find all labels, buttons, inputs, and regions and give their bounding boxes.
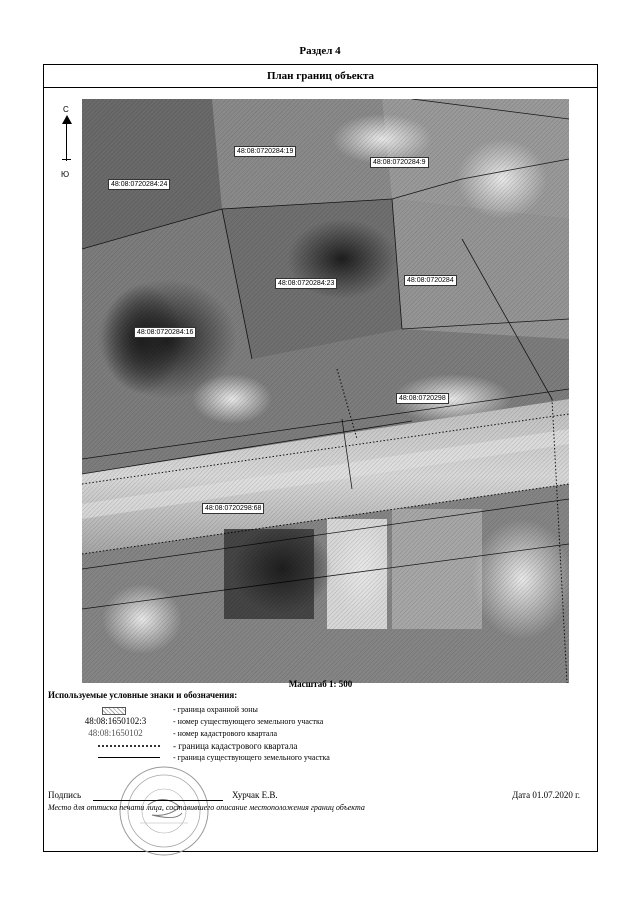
plot-label: 48:08:0720284:19: [234, 146, 296, 157]
aerial-photo-map: [82, 99, 569, 683]
signature-line: [93, 800, 223, 801]
plot-label: 48:08:0720284:24: [108, 179, 170, 190]
signature-label: Подпись: [48, 790, 82, 800]
legend-symbol-plot-boundary: [68, 752, 163, 764]
scale-label: Масштаб 1: 500: [288, 679, 353, 689]
compass-north-label: С: [63, 105, 69, 114]
legend-symbol-protection-zone: [68, 704, 163, 716]
arrow-head: [62, 115, 72, 124]
legend-item: [44, 728, 597, 740]
north-arrow-icon: [58, 105, 78, 185]
signatory-name: Хурчак Е.В.: [232, 790, 278, 800]
legend-text: - номер существующего земельного участка: [173, 717, 324, 726]
compass-south-label: Ю: [61, 170, 70, 179]
arrow-tick: [62, 159, 71, 160]
seal-caption: Место для оттиска печати лица, составившего описание местоположения границ объекта: [48, 803, 365, 812]
signature-row: [48, 790, 588, 804]
legend-sample-quarter-number: 48:08:1650102: [88, 728, 143, 738]
plot-label: 48:08:0720298: [396, 393, 449, 404]
plot-label: 48:08:0720284: [404, 275, 457, 286]
plot-label: 48:08:0720284:9: [370, 157, 429, 168]
legend-heading: Используемые условные знаки и обозначения:: [48, 690, 238, 700]
plot-label: 48:08:0720284:16: [134, 327, 196, 338]
legend-item: [44, 716, 597, 728]
legend-text: - граница кадастрового квартала: [173, 741, 298, 751]
legend-text: - граница существующего земельного участка: [173, 753, 330, 762]
plot-label: 48:08:0720284:23: [275, 278, 337, 289]
signature-date: Дата 01.07.2020 г.: [512, 790, 580, 800]
legend-item: [44, 740, 597, 752]
legend-item: [44, 704, 597, 716]
section-title: Раздел 4: [299, 45, 341, 57]
arrow-shaft: [66, 117, 67, 161]
legend-text: - граница охранной зоны: [173, 705, 258, 714]
legend-symbol-quarter-boundary: [68, 740, 163, 752]
legend-sample-plot-number: 48:08:1650102:3: [84, 716, 147, 726]
legend-item: [44, 752, 597, 764]
document-frame: [43, 64, 598, 852]
plan-title: План границ объекта: [44, 65, 597, 88]
plot-label: 48:08:0720298:68: [202, 503, 264, 514]
legend-text: - номер кадастрового квартала: [173, 729, 278, 738]
